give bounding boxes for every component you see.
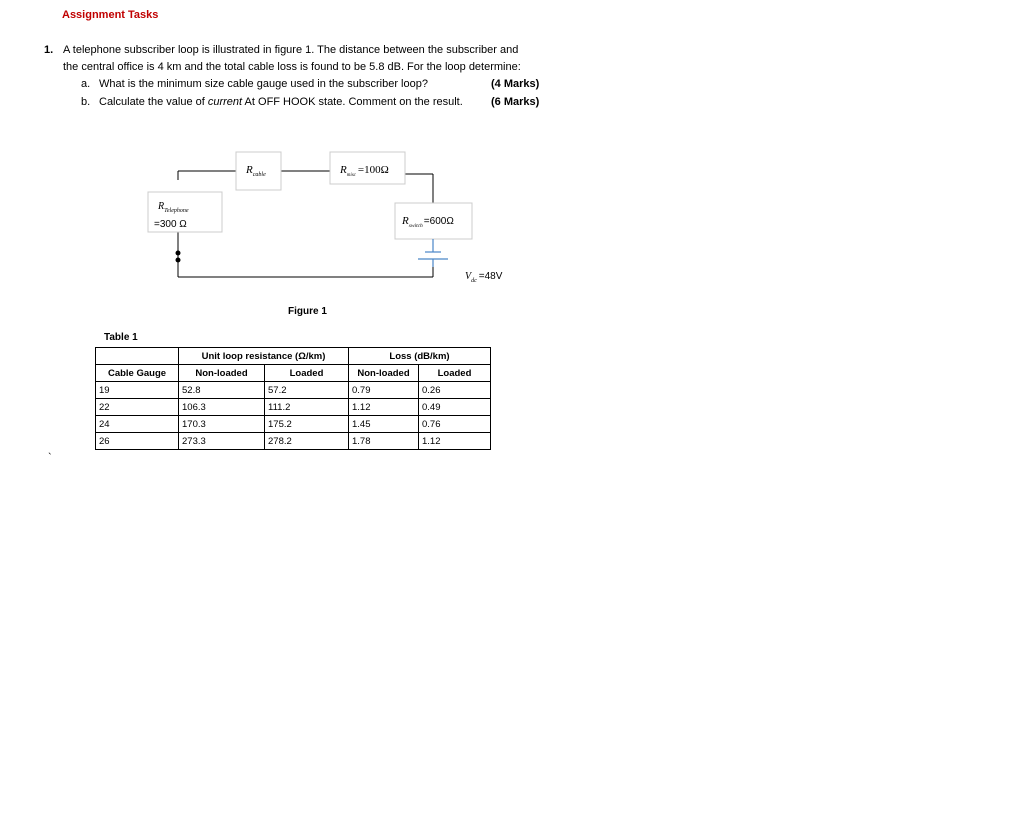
- part-b-text-italic: current: [207, 96, 243, 108]
- table-cell: 19: [96, 382, 179, 399]
- cable-gauge-table: [95, 347, 491, 450]
- table-group-header-row: [96, 348, 491, 365]
- r-cable-box: [236, 152, 281, 190]
- r-misc-label: $R_{misc} =100\Omega$: [340, 164, 389, 178]
- figure-caption: Figure 1: [288, 306, 327, 317]
- table-cell: 106.3: [179, 399, 265, 416]
- table-column-header: Non-loaded: [179, 365, 265, 382]
- table-cell: 1.45: [349, 416, 419, 433]
- table-cell: 278.2: [265, 433, 349, 450]
- terminal-dot: [176, 251, 181, 256]
- part-b-text: [99, 96, 463, 108]
- v-dc-label: $V_{dc} =48V$: [465, 271, 503, 284]
- table-row: [96, 416, 491, 433]
- part-a-label: a.: [81, 78, 91, 90]
- subscriber-loop-circuit: [140, 140, 530, 300]
- table-cell: 273.3: [179, 433, 265, 450]
- table-cell: 0.76: [419, 416, 491, 433]
- table-header-cell: [96, 348, 179, 365]
- table-cell: 24: [96, 416, 179, 433]
- table-cell: 1.12: [419, 433, 491, 450]
- table-header-row: [96, 365, 491, 382]
- table-cell: 175.2: [265, 416, 349, 433]
- table-cell: 52.8: [179, 382, 265, 399]
- table-column-header: Cable Gauge: [96, 365, 179, 382]
- r-telephone-value: =300 Ω: [154, 219, 187, 230]
- table-row: [96, 433, 491, 450]
- table-group-header: Loss (dB/km): [349, 348, 491, 365]
- table-row: [96, 399, 491, 416]
- table-cell: 0.79: [349, 382, 419, 399]
- table-cell: 1.78: [349, 433, 419, 450]
- question-line-1: A telephone subscriber loop is illustrated in figure 1. The distance between the subscriber and: [63, 44, 519, 56]
- battery-icon: [418, 239, 448, 267]
- question-number: 1.: [44, 44, 54, 56]
- table-cell: 1.12: [349, 399, 419, 416]
- table-cell: 0.26: [419, 382, 491, 399]
- r-cable-label: $R_{cable}$: [246, 164, 266, 178]
- part-b-text-before: Calculate the value of: [99, 96, 208, 108]
- stray-mark: `: [48, 452, 52, 464]
- r-switch-label: $R_{switch}=600\Omega$: [402, 215, 454, 229]
- table-title: Table 1: [104, 332, 138, 343]
- table-cell: 111.2: [265, 399, 349, 416]
- part-b-marks: (6 Marks): [491, 96, 540, 108]
- part-b-label: b.: [81, 96, 91, 108]
- table-row: [96, 382, 491, 399]
- assignment-heading: Assignment Tasks: [62, 9, 159, 21]
- part-a-marks: (4 Marks): [491, 78, 540, 90]
- part-b-text-after: At OFF HOOK state. Comment on the result.: [242, 96, 463, 108]
- table-column-header: Non-loaded: [349, 365, 419, 382]
- part-a-text: What is the minimum size cable gauge used in the subscriber loop?: [99, 78, 428, 90]
- r-telephone-label: $R_{Telephone}$: [158, 201, 189, 214]
- question-line-2: the central office is 4 km and the total cable loss is found to be 5.8 dB. For the loop determine:: [63, 61, 521, 73]
- terminal-dot: [176, 258, 181, 263]
- table-cell: 0.49: [419, 399, 491, 416]
- table-cell: 22: [96, 399, 179, 416]
- table-cell: 170.3: [179, 416, 265, 433]
- table-cell: 26: [96, 433, 179, 450]
- table-column-header: Loaded: [265, 365, 349, 382]
- table-column-header: Loaded: [419, 365, 491, 382]
- table-cell: 57.2: [265, 382, 349, 399]
- table-group-header: Unit loop resistance (Ω/km): [179, 348, 349, 365]
